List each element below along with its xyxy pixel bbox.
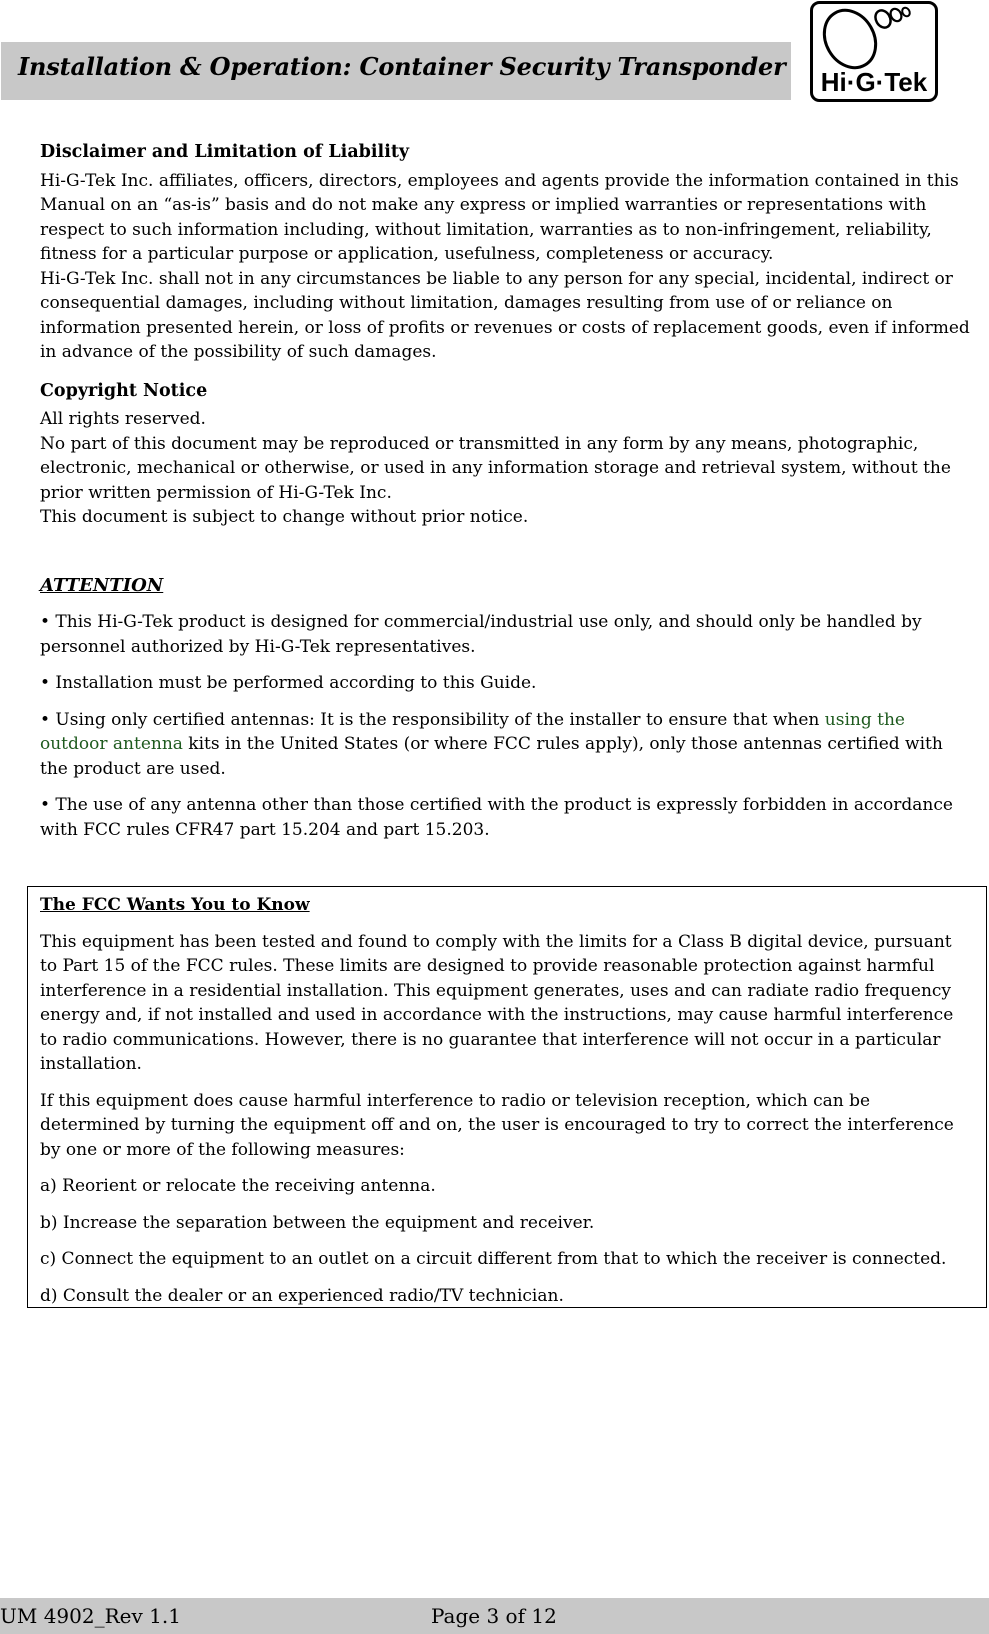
document-title: Installation & Operation: Container Security Transponder — [18, 52, 786, 81]
disclaimer-paragraph-2: Hi-G-Tek Inc. shall not in any circumstances be liable to any person for any special, incidental, indirect or consequential damages, including without limitation, damages resulting from use of or reliance on information presented herein, or loss of profits or revenues or costs of replacement goods, even if informed in advance of the possibility of such damages. — [40, 268, 970, 362]
fcc-paragraph-2: If this equipment does cause harmful interference to radio or television reception, which can be determined by turning the equipment off and on, the user is encouraged to try to correct the interference by one or more of the following measures: — [40, 1090, 954, 1160]
fcc-notice-box — [27, 886, 987, 1308]
logo-text: Hi·G·Tek — [820, 67, 928, 97]
attention-bullet-1: • This Hi-G-Tek product is designed for commercial/industrial use only, and should only be handled by personnel authorized by Hi-G-Tek representatives. — [40, 612, 922, 657]
main-content — [40, 140, 975, 854]
fcc-measure-d: d) Consult the dealer or an experienced radio/TV technician. — [40, 1285, 564, 1306]
attention-bullet-3 — [40, 708, 975, 782]
copyright-paragraph: No part of this document may be reproduced or transmitted in any form by any means, photographic, electronic, mechanical or otherwise, or used in any information storage and retrieval system, without the prior written permission of Hi-G-Tek Inc. — [40, 433, 951, 503]
bullet-3-highlight: using the outdoor antenna — [40, 709, 905, 754]
bullet-3-text-b: kits in the United States (or where FCC rules apply), only those antennas certified with the product are used. — [40, 734, 943, 779]
fcc-measure-a: a) Reorient or relocate the receiving antenna. — [40, 1176, 436, 1196]
attention-bullet-2: • Installation must be performed according to this Guide. — [40, 673, 537, 693]
hi-g-tek-logo — [810, 1, 938, 102]
bullet-3-text-a: • Using only certified antennas: It is the responsibility of the installer to ensure that when — [40, 709, 825, 730]
fcc-measure-b: b) Increase the separation between the equipment and receiver. — [40, 1212, 595, 1233]
copyright-heading: Copyright Notice — [40, 380, 208, 401]
document-id: UM 4902_Rev 1.1 — [0, 1604, 181, 1628]
attention-bullet-4: • The use of any antenna other than those certified with the product is expressly forbidden in accordance with FCC rules CFR47 part 15.204 and part 15.203. — [40, 795, 953, 840]
fcc-heading: The FCC Wants You to Know — [40, 895, 310, 915]
fcc-measure-c: c) Connect the equipment to an outlet on a circuit different from that to which the receiver is connected. — [40, 1249, 947, 1269]
disclaimer-paragraph-1: Hi-G-Tek Inc. affiliates, officers, directors, employees and agents provide the information contained in this Manual on an “as-is” basis and do not make any express or implied warranties or representations with respect to such information including, without limitation, warranties as to non-infringement, reliability, fitness for a particular purpose or application, usefulness, completeness or accuracy. — [40, 170, 959, 264]
attention-heading: ATTENTION — [40, 574, 164, 596]
copyright-line-1: All rights reserved. — [40, 409, 206, 429]
copyright-line-3: This document is subject to change without prior notice. — [40, 507, 529, 527]
disclaimer-heading: Disclaimer and Limitation of Liability — [40, 142, 410, 162]
page-number: Page 3 of 12 — [431, 1604, 557, 1628]
fcc-paragraph-1: This equipment has been tested and found to comply with the limits for a Class B digital device, pursuant to Part 15 of the FCC rules. These limits are designed to provide reasonable protection against harmful interference in a residential installation. This equipment generates, uses and can radiate radio frequency energy and, if not installed and used in accordance with the instructions, may cause harmful interference to radio communications. However, there is no guarantee that interference will not occur in a particular installation. — [40, 931, 954, 1074]
